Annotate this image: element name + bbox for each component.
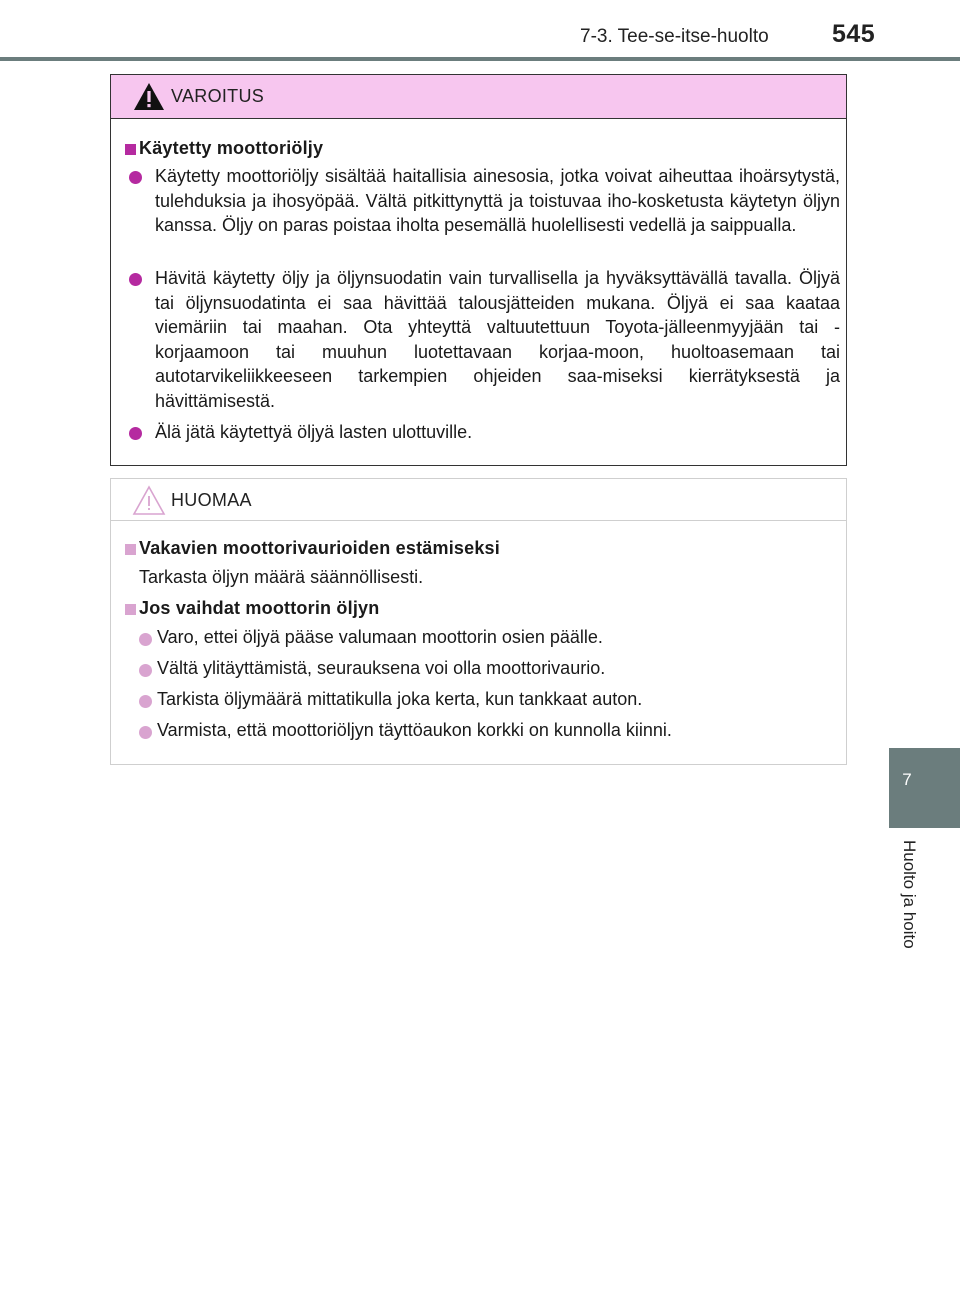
bullet-dot [139,726,152,739]
chapter-title: Huolto ja hoito [900,840,919,949]
chapter-number: 7 [902,770,912,789]
notice-title: HUOMAA [171,490,252,510]
bullet-dot [129,171,142,184]
bullet-dot [129,273,142,286]
warning-bullet-2: Hävitä käytetty öljy ja öljynsuodatin vain turvallisella ja hyväksyttävällä tavalla. Öljyä tai öljynsuodatinta ei saa hävittää talousjätteiden mukana. Öljyä ei saa kaataa viemäriin tai maahan. Ota yhteyttä valtuutettuun Toyota-jälleenmyyjään tai -korjaamoon tai muuhun luotettavaan korjaa-moon, huoltoasemaan tai autotarvikeliikkeeseen tarkempien ohjeiden saa-miseksi kierrätyksestä ja hävittämisestä. [155,268,840,411]
warning-heading: Käytetty moottoriöljy [139,138,324,158]
notice-bullet-4: Varmista, että moottoriöljyn täyttöaukon korkki on kunnolla kiinni. [157,720,672,740]
notice-header [111,479,846,521]
bullet-dot [129,427,142,440]
section-square-marker [125,604,136,615]
section-square-marker [125,144,136,155]
warning-bullet-3: Älä jätä käytettyä öljyä lasten ulottuville. [155,422,473,442]
notice-box [110,478,847,765]
section-square-marker [125,544,136,555]
notice-bullet-2: Vältä ylitäyttämistä, seurauksena voi olla moottorivaurio. [157,658,606,678]
notice-heading-1: Vakavien moottorivaurioiden estämiseksi [139,538,500,558]
notice-triangle-icon [132,485,166,516]
chapter-tab [889,748,960,828]
header-divider [0,57,960,61]
bullet-dot [139,664,152,677]
notice-heading-2: Jos vaihdat moottorin öljyn [139,598,380,618]
chapter-title-vertical [897,840,921,970]
warning-triangle-icon [132,81,166,112]
warning-title: VAROITUS [171,86,265,106]
warning-bullet-1: Käytetty moottoriöljy sisältää haitallisia ainesosia, jotka voivat aiheuttaa ihoärsytystä, tulehduksia ja ihosyöpää. Vältä pitkittynyttä ja toistuvaa iho-kosketusta käytetyn öljyn kanssa. Öljy on paras poistaa iholta pesemällä huolellisesti vedellä ja saippualla. [155,166,840,235]
warning-box [110,74,847,466]
section-title: 7-3. Tee-se-itse-huolto [580,26,769,47]
warning-header [111,75,846,119]
notice-bullet-1: Varo, ettei öljyä pääse valumaan moottorin osien päälle. [157,627,603,647]
page-number: 545 [832,20,876,48]
bullet-dot [139,695,152,708]
notice-text-1: Tarkasta öljyn määrä säännöllisesti. [139,567,424,587]
bullet-dot [139,633,152,646]
page-header [0,0,960,62]
notice-bullet-3: Tarkista öljymäärä mittatikulla joka kerta, kun tankkaat auton. [157,689,643,709]
